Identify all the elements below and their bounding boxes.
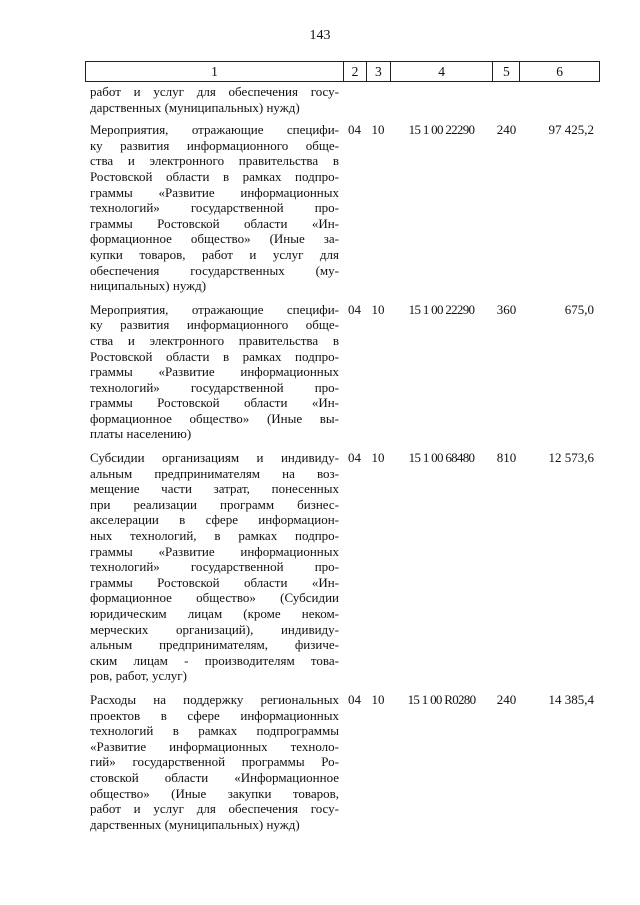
row-description (85, 84, 343, 115)
row-target-article-code: 15 1 00 68480 (408, 450, 475, 466)
description-line: мещение части затрат, понесенных (90, 481, 339, 497)
description-line: ных технологий, в рамках подпро- (90, 528, 339, 544)
page-number: 143 (309, 28, 331, 43)
header-col-5: 5 (492, 62, 519, 81)
description-line: «Развитие информационных техноло- (90, 738, 339, 754)
description-line: при реализации программ бизнес- (90, 496, 339, 512)
description-line: формационное общество» (Иные за- (90, 231, 339, 247)
row-amount (520, 84, 600, 115)
table-header (85, 61, 600, 82)
description-line: стовской области «Информационное (90, 769, 339, 785)
row-target-article-code (390, 84, 493, 115)
table-row (85, 122, 600, 294)
description-line: граммы Ростовской области «Ин- (90, 215, 339, 231)
table-row (85, 450, 600, 684)
row-subsection-code: 10 (371, 301, 385, 317)
description-line: Ростовской области в рамках подпро- (90, 348, 339, 364)
description-line: мерческих организаций), индивиду- (90, 621, 339, 637)
row-amount: 12 573,6 (548, 450, 594, 466)
description-line: граммы «Развитие информационных (90, 543, 339, 559)
description-line: дарственных (муниципальных) нужд) (90, 99, 300, 115)
row-subsection-code: 10 (371, 450, 385, 466)
description-line: Субсидии организациям и индивиду- (90, 450, 339, 466)
header-col-2: 2 (343, 62, 366, 81)
description-line: ров, работ, услуг) (90, 668, 187, 684)
description-line: формационное общество» (Субсидии (90, 590, 339, 606)
description-line: альным предпринимателям на воз- (90, 465, 339, 481)
description-line: обеспечения государственных (му- (90, 262, 339, 278)
description-line: альным предпринимателям, физиче- (90, 637, 339, 653)
row-amount: 675,0 (564, 301, 594, 317)
description-line: работ и услуг для обеспечения госу- (90, 801, 339, 817)
description-line: технологий» государственной про- (90, 379, 339, 395)
table-row (85, 302, 600, 442)
row-expense-type-code (493, 84, 520, 115)
row-expense-type-code: 810 (496, 450, 517, 466)
row-expense-type-code: 240 (496, 122, 517, 138)
row-description (85, 450, 343, 684)
description-line: технологий» государственной про- (90, 200, 339, 216)
row-section-code: 04 (348, 301, 361, 317)
row-target-article-code: 15 1 00 R0280 (407, 691, 476, 707)
row-target-article-code: 15 1 00 22290 (408, 122, 475, 138)
description-line: ства и электронного правительства в (90, 332, 339, 348)
table-row (85, 84, 600, 115)
row-subsection-code (366, 84, 390, 115)
description-line: Мероприятия, отражающие специфи- (90, 301, 339, 317)
description-line: Расходы на поддержку региональных (90, 691, 339, 707)
description-line: формационное общество» (Иные вы- (90, 410, 339, 426)
header-col-6: 6 (519, 62, 599, 81)
row-section-code: 04 (348, 122, 361, 138)
description-line: граммы «Развитие информационных (90, 364, 339, 380)
row-section-code: 04 (348, 450, 361, 466)
description-line: гий» государственной программы Ро- (90, 754, 339, 770)
description-line: дарственных (муниципальных) нужд) (90, 816, 300, 832)
row-description (85, 692, 343, 832)
header-col-1: 1 (211, 63, 218, 79)
description-line: Мероприятия, отражающие специфи- (90, 122, 339, 138)
description-line: технологий» государственной про- (90, 559, 339, 575)
row-expense-type-code: 360 (496, 301, 517, 317)
description-line: ку развития информационного обще- (90, 317, 339, 333)
table-row (85, 692, 600, 832)
row-section-code: 04 (348, 691, 361, 707)
description-line: работ и услуг для обеспечения госу- (90, 84, 339, 99)
row-subsection-code: 10 (371, 122, 385, 138)
row-description (85, 122, 343, 294)
row-description (85, 302, 343, 442)
row-expense-type-code: 240 (496, 691, 517, 707)
description-line: платы населению) (90, 426, 192, 442)
header-col-4: 4 (390, 62, 493, 81)
description-line: граммы Ростовской области «Ин- (90, 395, 339, 411)
row-amount: 97 425,2 (548, 122, 594, 138)
header-col-3: 3 (366, 62, 390, 81)
description-line: граммы «Развитие информационных (90, 184, 339, 200)
description-line: граммы Ростовской области «Ин- (90, 574, 339, 590)
description-line: ским лицам - производителям това- (90, 652, 339, 668)
description-line: ку развития информационного обще- (90, 137, 339, 153)
description-line: проектов в сфере информационных (90, 707, 339, 723)
description-line: ниципальных) нужд) (90, 278, 207, 294)
description-line: акселерации в сфере информацион- (90, 512, 339, 528)
row-amount: 14 385,4 (548, 691, 594, 707)
description-line: купки товаров, работ и услуг для (90, 246, 339, 262)
description-line: ства и электронного правительства в (90, 153, 339, 169)
row-target-article-code: 15 1 00 22290 (408, 301, 475, 317)
description-line: технологий в рамках подпрограммы (90, 723, 339, 739)
description-line: общество» (Иные закупки товаров, (90, 785, 339, 801)
row-subsection-code: 10 (371, 691, 385, 707)
row-section-code (343, 84, 366, 115)
description-line: юридическим лицам (кроме неком- (90, 606, 339, 621)
description-line: Ростовской области в рамках подпро- (90, 168, 339, 184)
table-body (85, 84, 600, 840)
